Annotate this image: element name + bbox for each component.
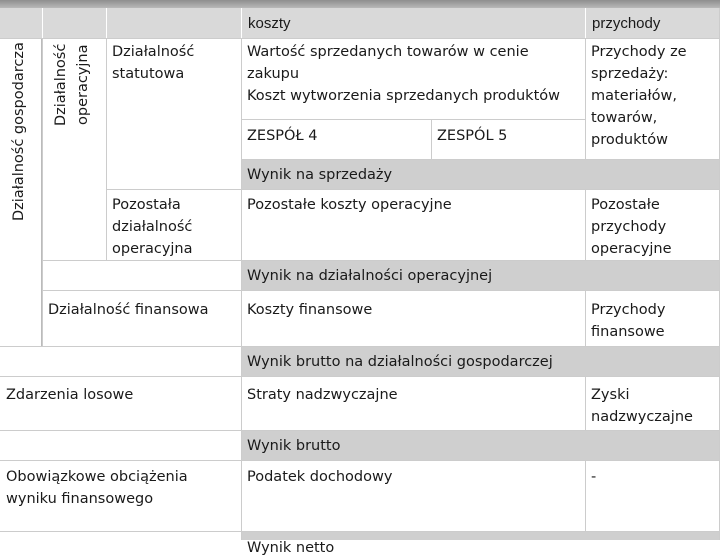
obowiazkowe-obciazenia: Obowiązkowe obciążenia wyniku finansowego <box>0 460 241 531</box>
revenues-nadzwyczajne: Zyski nadzwyczajne <box>585 376 720 430</box>
costs-podatek: Podatek dochodowy <box>241 460 585 531</box>
wynik-netto-row <box>241 531 720 556</box>
grid-line <box>585 376 586 430</box>
grid-line <box>0 376 720 377</box>
grid-line <box>106 189 720 190</box>
grid-line <box>42 290 720 291</box>
dzialalnosc-gospodarcza-label: Działalność gospodarcza <box>11 42 27 221</box>
dzialalnosc-gospodarcza-cell <box>0 38 42 346</box>
zespol-5: ZESPÓL 5 <box>431 119 585 159</box>
dzialalnosc-operacyjna-label: Działalność operacyjna <box>53 44 91 127</box>
grid-line <box>0 430 720 431</box>
blank-brutto-left <box>0 430 241 460</box>
header-costs: koszty <box>241 8 585 38</box>
grid-line <box>431 119 432 159</box>
wynik-netto: Wynik netto <box>247 540 335 556</box>
dzialalnosc-operacyjna-cell <box>42 38 106 260</box>
revenues-podatek: - <box>585 460 720 531</box>
header-blank-2 <box>42 8 106 38</box>
costs-finansowe: Koszty finansowe <box>241 290 585 346</box>
wynik-na-sprzedazy: Wynik na sprzedaży <box>241 159 720 189</box>
blank-netto-left <box>0 531 241 540</box>
header-revenues: przychody <box>585 8 720 38</box>
grid-line <box>42 260 720 261</box>
header-blank-3 <box>106 8 241 38</box>
costs-nadzwyczajne: Straty nadzwyczajne <box>241 376 585 430</box>
grid-line <box>0 38 720 39</box>
grid-line <box>42 38 43 346</box>
revenues-finansowe: Przychody finansowe <box>585 290 720 346</box>
grid-line <box>106 38 107 260</box>
grid-line <box>241 119 585 120</box>
pozostala-dzialalnosc: Pozostała działalność operacyjna <box>106 189 241 260</box>
grid-line <box>0 460 720 461</box>
costs-pozostale: Pozostałe koszty operacyjne <box>241 189 585 260</box>
header-blank-1 <box>0 8 42 38</box>
dzialalnosc-statutowa: Działalność statutowa <box>106 38 241 189</box>
grid-line <box>241 159 720 160</box>
zdarzenia-losowe: Zdarzenia losowe <box>0 376 241 430</box>
blank-brutto-gosp-left <box>0 346 241 376</box>
grid-line <box>585 189 586 260</box>
revenues-pozostale: Pozostałe przychody operacyjne <box>585 189 720 260</box>
wynik-brutto: Wynik brutto <box>241 430 720 460</box>
revenues-statutowa: Przychody ze sprzedaży: materiałów, towarów, produktów <box>585 38 720 159</box>
grid-line <box>585 460 586 531</box>
zespol-4: ZESPÓŁ 4 <box>241 119 431 159</box>
dzialalnosc-finansowa: Działalność finansowa <box>42 290 241 346</box>
wynik-operacyjny: Wynik na działalności operacyjnej <box>241 260 720 290</box>
blank-operacyjny-left <box>42 260 241 290</box>
window-top-bar <box>0 0 720 8</box>
grid-line <box>585 38 586 159</box>
grid-line <box>0 346 720 347</box>
costs-statutowa: Wartość sprzedanych towarów w cenie zakupu Koszt wytworzenia sprzedanych produktów <box>241 38 585 119</box>
wynik-brutto-gospodarczy: Wynik brutto na działalności gospodarczej <box>241 346 720 376</box>
grid-line <box>0 531 720 532</box>
grid-line <box>585 290 586 346</box>
grid-line <box>241 38 242 540</box>
